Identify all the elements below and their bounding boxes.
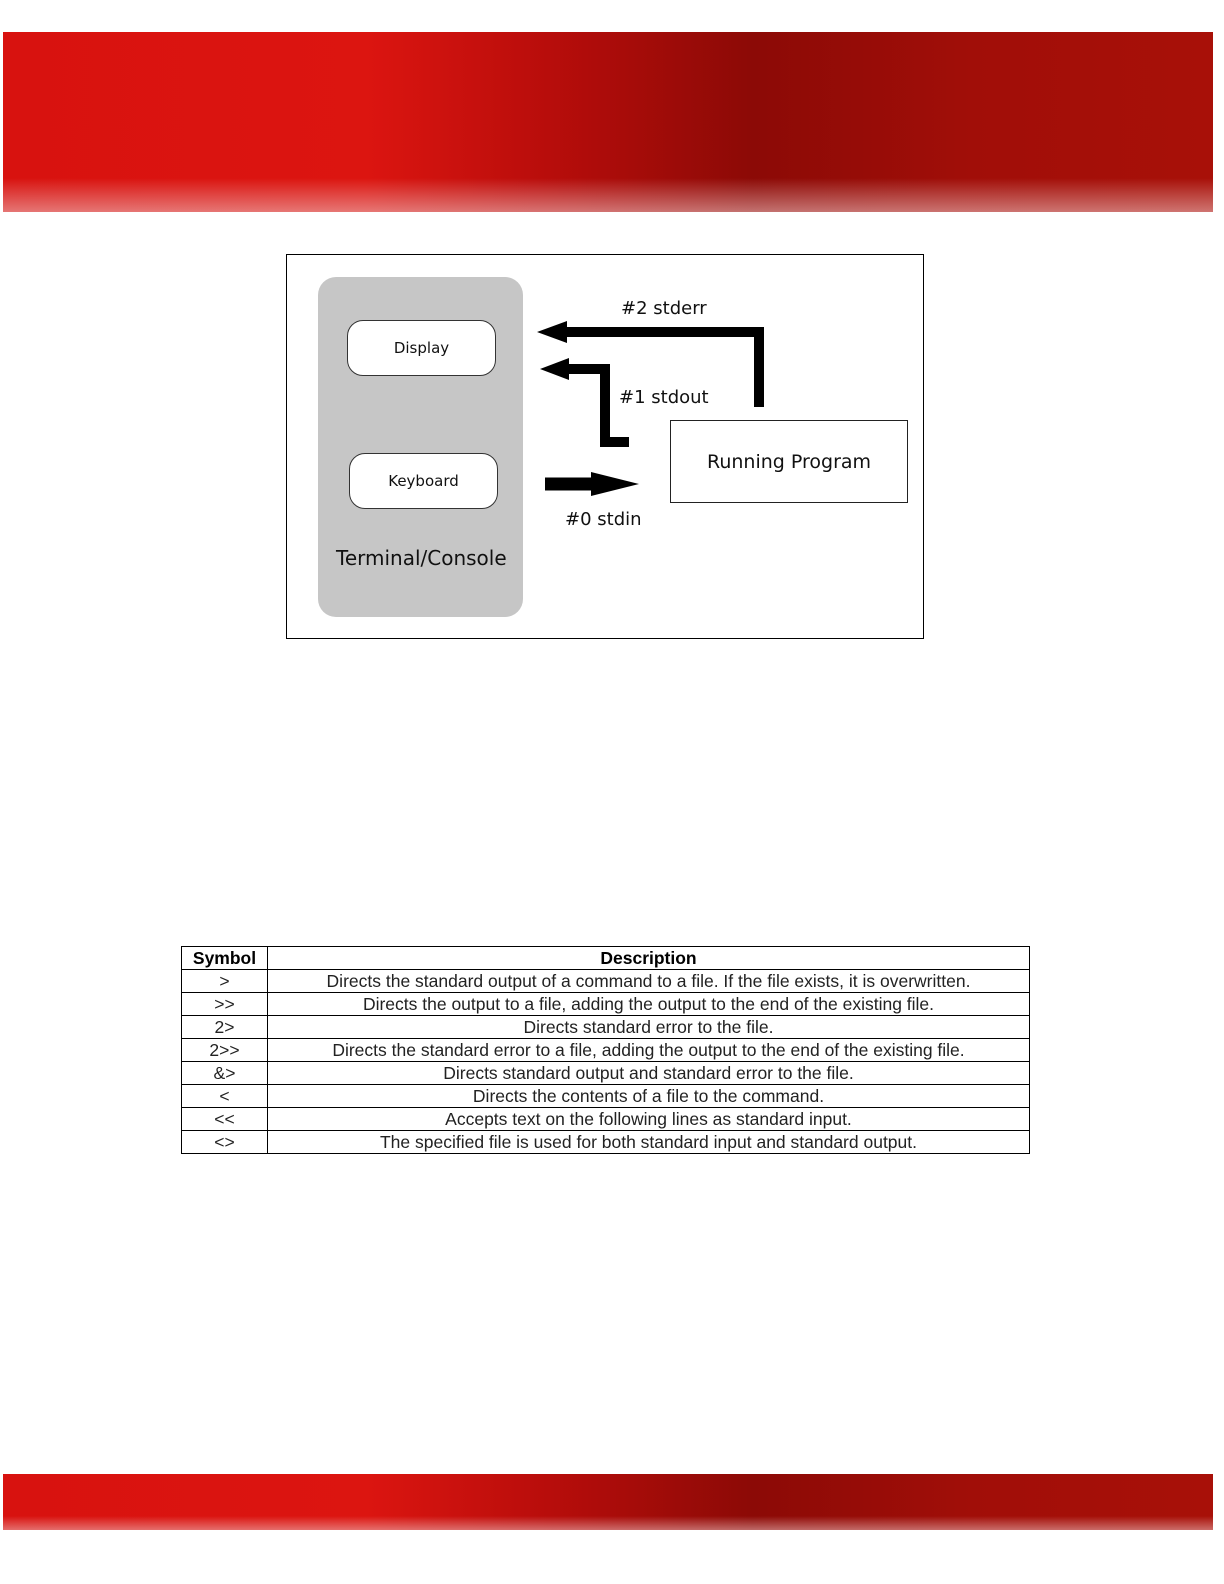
table-header-row xyxy=(182,947,1030,970)
stream-arrows xyxy=(287,255,925,640)
symbol-cell: << xyxy=(182,1108,268,1131)
stdout-label: #1 stdout xyxy=(619,387,709,408)
description-cell: Directs the contents of a file to the command. xyxy=(268,1085,1030,1108)
table-row xyxy=(182,1039,1030,1062)
io-redirection-diagram xyxy=(286,254,924,639)
description-cell: Directs the standard output of a command to a file. If the file exists, it is overwritten. xyxy=(268,970,1030,993)
table-row xyxy=(182,1016,1030,1039)
keyboard-label: Keyboard xyxy=(388,472,459,490)
stderr-label: #2 stderr xyxy=(621,298,707,319)
description-cell: Directs the standard error to a file, adding the output to the end of the existing file. xyxy=(268,1039,1030,1062)
symbol-cell: >> xyxy=(182,993,268,1016)
table-row xyxy=(182,1108,1030,1131)
stdin-label: #0 stdin xyxy=(565,509,642,530)
symbol-cell: <> xyxy=(182,1131,268,1154)
description-cell: The specified file is used for both standard input and standard output. xyxy=(268,1131,1030,1154)
footer-banner xyxy=(3,1474,1213,1530)
description-cell: Directs standard error to the file. xyxy=(268,1016,1030,1039)
redirection-symbols-table xyxy=(181,946,1030,1154)
terminal-console-label: Terminal/Console xyxy=(336,546,507,570)
symbol-column-header: Symbol xyxy=(182,947,268,970)
symbol-cell: < xyxy=(182,1085,268,1108)
table-row xyxy=(182,993,1030,1016)
description-cell: Accepts text on the following lines as standard input. xyxy=(268,1108,1030,1131)
header-banner xyxy=(3,32,1213,212)
symbol-cell: &> xyxy=(182,1062,268,1085)
symbol-cell: 2>> xyxy=(182,1039,268,1062)
table-row xyxy=(182,1131,1030,1154)
stdout-arrowhead xyxy=(540,358,569,380)
stdin-arrowhead xyxy=(591,472,639,496)
table-row xyxy=(182,1085,1030,1108)
description-column-header: Description xyxy=(268,947,1030,970)
table-row xyxy=(182,1062,1030,1085)
symbol-cell: > xyxy=(182,970,268,993)
symbol-cell: 2> xyxy=(182,1016,268,1039)
running-program-label: Running Program xyxy=(706,450,872,473)
display-label: Display xyxy=(393,339,450,357)
stderr-arrowhead xyxy=(537,321,567,343)
description-cell: Directs the output to a file, adding the output to the end of the existing file. xyxy=(268,993,1030,1016)
table-row xyxy=(182,970,1030,993)
description-cell: Directs standard output and standard error to the file. xyxy=(268,1062,1030,1085)
